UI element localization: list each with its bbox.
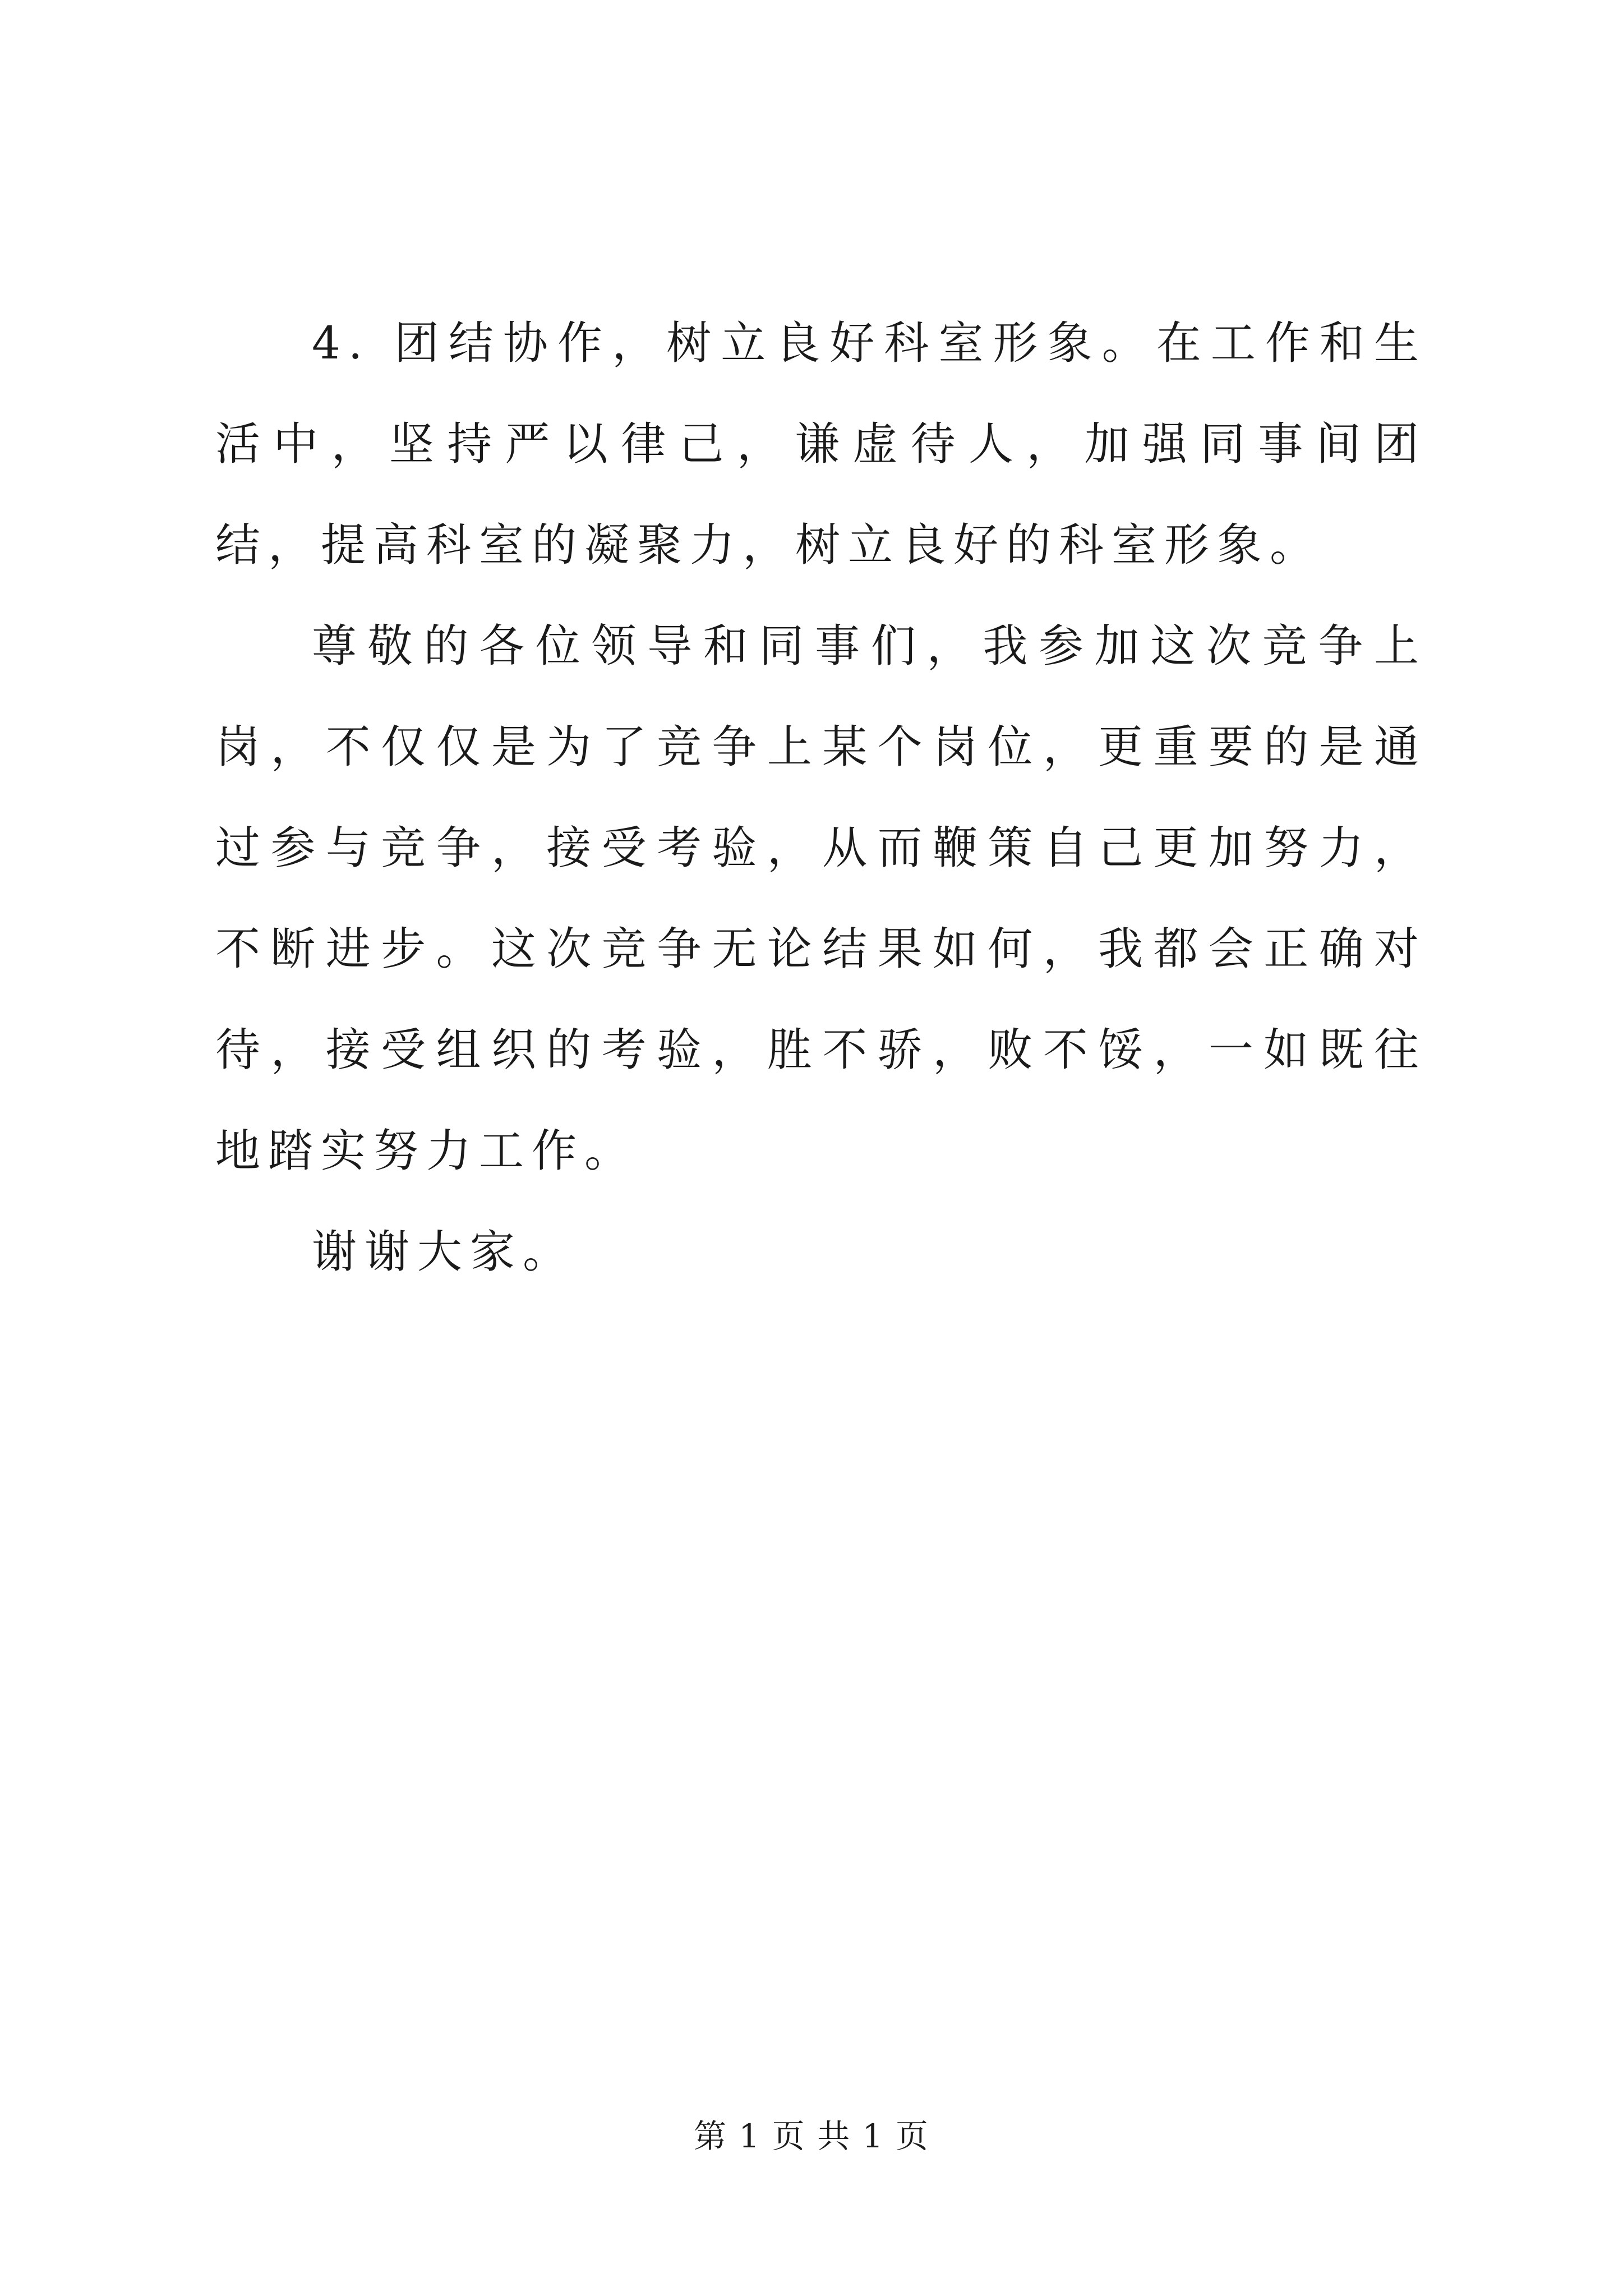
document-body — [215, 293, 1427, 1303]
paragraph-teamwork: 4. 团结协作，树立良好科室形象。在工作和生活中，坚持严以律己，谦虚待人，加强同事间团结，提高科室的凝聚力，树立良好的科室形象。 — [215, 317, 1427, 571]
page-footer: 第 1 页 共 1 页 — [694, 2117, 929, 2155]
paragraph-closing-statement: 尊敬的各位领导和同事们，我参加这次竞争上岗，不仅仅是为了竞争上某个岗位，更重要的是通过参与竞争，接受考验，从而鞭策自己更加努力，不断进步。这次竞争无论结果如何，我都会正确对待，接受组织的考验，胜不骄，败不馁，一如既往地踏实努力工作。 — [215, 620, 1427, 1177]
paragraph-thanks: 谢谢大家。 — [312, 1226, 575, 1278]
